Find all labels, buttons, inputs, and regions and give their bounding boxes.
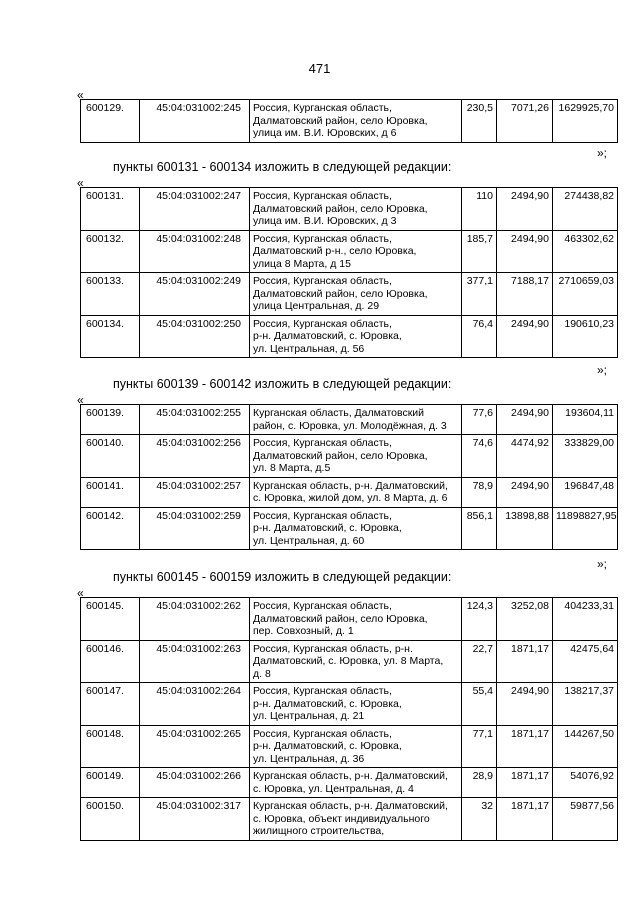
row-number: 600146. bbox=[81, 640, 140, 683]
table-row bbox=[81, 405, 618, 435]
row-number: 600148. bbox=[81, 725, 140, 768]
closing-quote: »; bbox=[597, 363, 608, 377]
total-value-cell: 404233,31 bbox=[553, 598, 618, 641]
table-row bbox=[81, 477, 618, 507]
area-cell: 77,1 bbox=[462, 725, 497, 768]
total-value-cell: 193604,11 bbox=[553, 405, 618, 435]
cadastral-number: 45:04:031002:249 bbox=[140, 273, 250, 316]
total-value-cell: 54076,92 bbox=[553, 768, 618, 798]
total-value-cell: 190610,23 bbox=[553, 315, 618, 358]
total-value-cell: 11898827,95 bbox=[553, 507, 618, 550]
area-cell: 230,5 bbox=[462, 100, 497, 143]
table-row bbox=[81, 798, 618, 841]
unit-price-cell: 2494,90 bbox=[497, 477, 553, 507]
unit-price-cell: 2494,90 bbox=[497, 405, 553, 435]
area-cell: 76,4 bbox=[462, 315, 497, 358]
opening-quote: « bbox=[77, 586, 84, 600]
row-number: 600142. bbox=[81, 507, 140, 550]
section-2-table bbox=[80, 404, 618, 550]
table-row bbox=[81, 435, 618, 478]
row-number: 600140. bbox=[81, 435, 140, 478]
row-number: 600150. bbox=[81, 798, 140, 841]
table-row bbox=[81, 768, 618, 798]
cadastral-number: 45:04:031002:245 bbox=[140, 100, 250, 143]
section-heading: пункты 600145 - 600159 изложить в следующей редакции: bbox=[113, 570, 452, 584]
cadastral-number: 45:04:031002:255 bbox=[140, 405, 250, 435]
row-number: 600139. bbox=[81, 405, 140, 435]
total-value-cell: 138217,37 bbox=[553, 683, 618, 726]
row-number: 600134. bbox=[81, 315, 140, 358]
row-number: 600141. bbox=[81, 477, 140, 507]
unit-price-cell: 2494,90 bbox=[497, 230, 553, 273]
table-row bbox=[81, 273, 618, 316]
cadastral-number: 45:04:031002:248 bbox=[140, 230, 250, 273]
section-0-table bbox=[80, 99, 618, 143]
table-row bbox=[81, 230, 618, 273]
row-number: 600149. bbox=[81, 768, 140, 798]
address-cell: Россия, Курганская область, Далматовский р-н., село Юровка, улица 8 Марта, д 15 bbox=[250, 230, 462, 273]
address-cell: Курганская область, р-н. Далматовский, с. Юровка, объект индивидуального жилищного строительства, bbox=[250, 798, 462, 841]
section-heading: пункты 600131 - 600134 изложить в следующей редакции: bbox=[113, 160, 452, 174]
total-value-cell: 274438,82 bbox=[553, 188, 618, 231]
address-cell: Россия, Курганская область, Далматовский район, село Юровка, улица им. В.И. Юровских, д 6 bbox=[250, 100, 462, 143]
unit-price-cell: 13898,88 bbox=[497, 507, 553, 550]
cadastral-number: 45:04:031002:256 bbox=[140, 435, 250, 478]
opening-quote: « bbox=[77, 393, 84, 407]
table-row bbox=[81, 598, 618, 641]
cadastral-number: 45:04:031002:265 bbox=[140, 725, 250, 768]
row-number: 600133. bbox=[81, 273, 140, 316]
address-cell: Россия, Курганская область, р-н. Далматовский, с. Юровка, ул. Центральная, д. 56 bbox=[250, 315, 462, 358]
area-cell: 77,6 bbox=[462, 405, 497, 435]
section-1-table bbox=[80, 187, 618, 358]
unit-price-cell: 4474,92 bbox=[497, 435, 553, 478]
cadastral-number: 45:04:031002:266 bbox=[140, 768, 250, 798]
cadastral-number: 45:04:031002:250 bbox=[140, 315, 250, 358]
address-cell: Россия, Курганская область, р-н. Далматовский, с. Юровка, ул. Центральная, д. 21 bbox=[250, 683, 462, 726]
address-cell: Курганская область, р-н. Далматовский, с. Юровка, ул. Центральная, д. 4 bbox=[250, 768, 462, 798]
table-row bbox=[81, 315, 618, 358]
row-number: 600129. bbox=[81, 100, 140, 143]
cadastral-number: 45:04:031002:263 bbox=[140, 640, 250, 683]
area-cell: 78,9 bbox=[462, 477, 497, 507]
row-number: 600147. bbox=[81, 683, 140, 726]
unit-price-cell: 3252,08 bbox=[497, 598, 553, 641]
cadastral-number: 45:04:031002:259 bbox=[140, 507, 250, 550]
cadastral-number: 45:04:031002:264 bbox=[140, 683, 250, 726]
total-value-cell: 1629925,70 bbox=[553, 100, 618, 143]
address-cell: Россия, Курганская область, Далматовский район, село Юровка, пер. Совхозный, д. 1 bbox=[250, 598, 462, 641]
unit-price-cell: 7188,17 bbox=[497, 273, 553, 316]
unit-price-cell: 1871,17 bbox=[497, 768, 553, 798]
area-cell: 377,1 bbox=[462, 273, 497, 316]
area-cell: 55,4 bbox=[462, 683, 497, 726]
cadastral-number: 45:04:031002:257 bbox=[140, 477, 250, 507]
unit-price-cell: 2494,90 bbox=[497, 315, 553, 358]
closing-quote: »; bbox=[597, 557, 608, 571]
closing-quote: »; bbox=[597, 146, 608, 160]
table-row bbox=[81, 507, 618, 550]
page-number: 471 bbox=[308, 61, 331, 76]
row-number: 600132. bbox=[81, 230, 140, 273]
address-cell: Курганская область, р-н. Далматовский, с. Юровка, жилой дом, ул. 8 Марта, д. 6 bbox=[250, 477, 462, 507]
address-cell: Курганская область, Далматовский район, с. Юровка, ул. Молодёжная, д. 3 bbox=[250, 405, 462, 435]
row-number: 600131. bbox=[81, 188, 140, 231]
table-row bbox=[81, 100, 618, 143]
total-value-cell: 196847,48 bbox=[553, 477, 618, 507]
address-cell: Россия, Курганская область, р-н. Далматовский, с. Юровка, ул. Центральная, д. 36 bbox=[250, 725, 462, 768]
total-value-cell: 144267,50 bbox=[553, 725, 618, 768]
area-cell: 124,3 bbox=[462, 598, 497, 641]
total-value-cell: 59877,56 bbox=[553, 798, 618, 841]
address-cell: Россия, Курганская область, Далматовский район, село Юровка, улица Центральная, д. 29 bbox=[250, 273, 462, 316]
area-cell: 185,7 bbox=[462, 230, 497, 273]
unit-price-cell: 2494,90 bbox=[497, 683, 553, 726]
area-cell: 22,7 bbox=[462, 640, 497, 683]
address-cell: Россия, Курганская область, Далматовский район, село Юровка, улица им. В.И. Юровских, д 3 bbox=[250, 188, 462, 231]
table-row bbox=[81, 188, 618, 231]
unit-price-cell: 2494,90 bbox=[497, 188, 553, 231]
table-row bbox=[81, 683, 618, 726]
unit-price-cell: 1871,17 bbox=[497, 798, 553, 841]
section-3-table bbox=[80, 597, 618, 841]
section-heading: пункты 600139 - 600142 изложить в следующей редакции: bbox=[113, 377, 452, 391]
total-value-cell: 463302,62 bbox=[553, 230, 618, 273]
area-cell: 74,6 bbox=[462, 435, 497, 478]
area-cell: 856,1 bbox=[462, 507, 497, 550]
table-row bbox=[81, 725, 618, 768]
area-cell: 32 bbox=[462, 798, 497, 841]
cadastral-number: 45:04:031002:317 bbox=[140, 798, 250, 841]
total-value-cell: 333829,00 bbox=[553, 435, 618, 478]
area-cell: 110 bbox=[462, 188, 497, 231]
row-number: 600145. bbox=[81, 598, 140, 641]
opening-quote: « bbox=[77, 88, 84, 102]
total-value-cell: 42475,64 bbox=[553, 640, 618, 683]
opening-quote: « bbox=[77, 176, 84, 190]
area-cell: 28,9 bbox=[462, 768, 497, 798]
address-cell: Россия, Курганская область, р-н. Далматовский, с. Юровка, ул. Центральная, д. 60 bbox=[250, 507, 462, 550]
address-cell: Россия, Курганская область, Далматовский район, село Юровка, ул. 8 Марта, д.5 bbox=[250, 435, 462, 478]
table-row bbox=[81, 640, 618, 683]
address-cell: Россия, Курганская область, р-н. Далматовский, с. Юровка, ул. 8 Марта, д. 8 bbox=[250, 640, 462, 683]
cadastral-number: 45:04:031002:247 bbox=[140, 188, 250, 231]
cadastral-number: 45:04:031002:262 bbox=[140, 598, 250, 641]
unit-price-cell: 7071,26 bbox=[497, 100, 553, 143]
unit-price-cell: 1871,17 bbox=[497, 640, 553, 683]
unit-price-cell: 1871,17 bbox=[497, 725, 553, 768]
total-value-cell: 2710659,03 bbox=[553, 273, 618, 316]
